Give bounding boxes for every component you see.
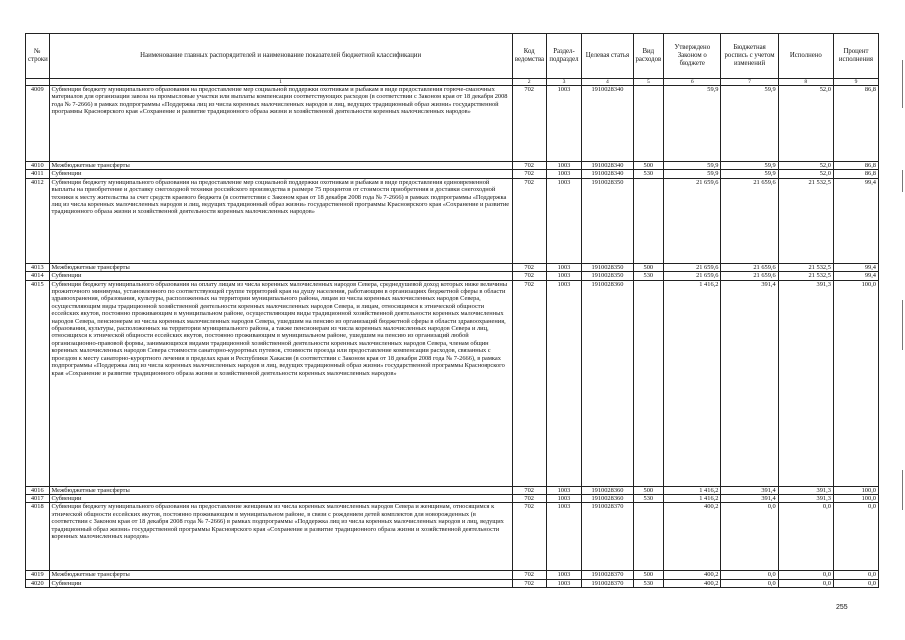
row-target: 1910028370 — [582, 503, 633, 571]
row-target: 1910028350 — [582, 178, 633, 263]
row-approved: 400,2 — [664, 579, 721, 587]
row-exp-type: 500 — [633, 263, 664, 271]
row-section: 1003 — [546, 280, 582, 486]
row-name: Субвенция бюджету муниципального образования на предоставление женщинам из числа коренных малочисленных народов Севера и женщинам, относящимся к этнической общности ессейских якутов, постоянно проживающим в муниципальном районе, в связи с рождением детей комплектов для новорожденных (в соответствии с Законом края от 18 декабря 2008 года № 7-2666) в рамках подпрограммы «Поддержка лиц из числа коренных малочисленных народов и лиц, ведущих традиционный образ жизни» государственной программы Красноярского края «Сохранение и развитие традиционного образа жизни и хозяйственной деятельности коренных малочисленных народов» — [49, 503, 512, 571]
row-number: 4012 — [26, 178, 50, 263]
row-dept-code: 702 — [512, 503, 546, 571]
row-executed: 391,3 — [778, 495, 833, 503]
scan-margin-mark — [902, 60, 903, 108]
row-percent: 99,4 — [833, 272, 878, 280]
header-section: Раздел-подраздел — [546, 34, 582, 79]
table-row — [26, 162, 879, 170]
row-name: Субвенции — [49, 579, 512, 587]
row-number: 4010 — [26, 162, 50, 170]
row-executed: 391,3 — [778, 280, 833, 486]
row-exp-type: 530 — [633, 495, 664, 503]
row-exp-type: 500 — [633, 162, 664, 170]
row-dept-code: 702 — [512, 486, 546, 494]
row-number: 4013 — [26, 263, 50, 271]
row-exp-type — [633, 86, 664, 162]
row-dept-code: 702 — [512, 571, 546, 579]
row-approved: 59,9 — [664, 86, 721, 162]
header-exp-type: Вид расходов — [633, 34, 664, 79]
table-row — [26, 170, 879, 178]
row-budget: 0,0 — [721, 579, 778, 587]
row-name: Субвенции — [49, 495, 512, 503]
row-executed: 52,0 — [778, 170, 833, 178]
row-number: 4016 — [26, 486, 50, 494]
row-budget: 0,0 — [721, 571, 778, 579]
table-row — [26, 579, 879, 587]
row-target: 1910028360 — [582, 495, 633, 503]
row-name: Субвенция бюджету муниципального образования на оплату лицам из числа коренных малочисленных народов Севера, среднедушевой доход которых ниже величины прожиточного минимума, установленного по соответствующей группе территорий края на душу населения, работающим в организациях бюджетной сферы в области здравоохранения, образования, культуры, расположенных на территории муниципального района, лицам из числа коренных малочисленных народов Севера, осуществляющим виды традиционной хозяйственной деятельности коренных малочисленных народов Севера, и лицам, относящимся к этнической общности ессейских якутов, постоянно проживающим в муниципальном районе, осуществляющим виды традиционной хозяйственной деятельности коренных малочисленных народов Севера, пенсионерам из числа коренных малочисленных народов Севера, ушедшим на пенсию из организаций бюджетной сферы в области здравоохранения, образования, культуры, расположенных на территории муниципального района, а также пенсионерам из числа коренных малочисленных народов Севера и лиц, относящихся к этнической общности ессейских якутов, постоянно проживающим в муниципальном районе, ушедшим на пенсию из организаций любой организационно-правовой формы, занимающихся видами традиционной хозяйственной деятельности коренных малочисленных народов Севера, членам общин коренных малочисленных народов Севера стоимости санаторно-курортных путевок, стоимости проезда или предоставление компенсации расходов, связанных с проездом к месту санаторно-курортного лечения в пределах края и Республики Хакасия (в соответствии с Законом края от 18 декабря 2008 года № 7-2666), в рамках подпрограммы «Поддержка лиц из числа коренных малочисленных народов и лиц, ведущих традиционный образ жизни» государственной программы Красноярского края «Сохранение и развитие традиционного образа жизни и хозяйственной деятельности коренных малочисленных народов» — [49, 280, 512, 486]
row-percent: 0,0 — [833, 503, 878, 571]
table-row — [26, 486, 879, 494]
row-approved: 21 659,6 — [664, 263, 721, 271]
row-number: 4009 — [26, 86, 50, 162]
col-number: 7 — [721, 79, 778, 86]
row-section: 1003 — [546, 495, 582, 503]
row-section: 1003 — [546, 486, 582, 494]
row-name: Межбюджетные трансферты — [49, 571, 512, 579]
row-budget: 21 659,6 — [721, 272, 778, 280]
row-name: Межбюджетные трансферты — [49, 263, 512, 271]
row-number: 4017 — [26, 495, 50, 503]
header-approved: Утверждено Законом о бюджете — [664, 34, 721, 79]
header-target: Целевая статья — [582, 34, 633, 79]
table-row — [26, 272, 879, 280]
row-section: 1003 — [546, 162, 582, 170]
row-target: 1910028340 — [582, 162, 633, 170]
row-exp-type — [633, 178, 664, 263]
row-exp-type: 530 — [633, 272, 664, 280]
row-budget: 59,9 — [721, 86, 778, 162]
row-approved: 400,2 — [664, 571, 721, 579]
table-row — [26, 263, 879, 271]
row-section: 1003 — [546, 178, 582, 263]
scan-margin-mark — [902, 170, 903, 192]
table-row — [26, 503, 879, 571]
row-budget: 59,9 — [721, 170, 778, 178]
row-executed: 21 532,5 — [778, 263, 833, 271]
col-number: 5 — [633, 79, 664, 86]
budget-table — [25, 33, 879, 588]
table-row — [26, 280, 879, 486]
row-target: 1910028370 — [582, 571, 633, 579]
col-number — [26, 79, 50, 86]
row-executed: 21 532,5 — [778, 272, 833, 280]
header-name: Наименование главных распорядителей и наименование показателей бюджетной классификации — [49, 34, 512, 79]
row-executed: 0,0 — [778, 579, 833, 587]
row-exp-type: 530 — [633, 170, 664, 178]
row-dept-code: 702 — [512, 280, 546, 486]
row-section: 1003 — [546, 579, 582, 587]
row-dept-code: 702 — [512, 162, 546, 170]
row-percent: 99,4 — [833, 263, 878, 271]
row-budget: 21 659,6 — [721, 178, 778, 263]
table-header — [26, 34, 879, 79]
row-dept-code: 702 — [512, 170, 546, 178]
row-target: 1910028360 — [582, 486, 633, 494]
row-percent: 86,8 — [833, 86, 878, 162]
row-approved: 400,2 — [664, 503, 721, 571]
row-budget: 0,0 — [721, 503, 778, 571]
row-section: 1003 — [546, 86, 582, 162]
col-number: 2 — [512, 79, 546, 86]
row-approved: 21 659,6 — [664, 178, 721, 263]
row-percent: 0,0 — [833, 579, 878, 587]
row-approved: 1 416,2 — [664, 486, 721, 494]
table-row — [26, 178, 879, 263]
row-dept-code: 702 — [512, 272, 546, 280]
row-budget: 21 659,6 — [721, 263, 778, 271]
row-dept-code: 702 — [512, 263, 546, 271]
row-exp-type: 500 — [633, 486, 664, 494]
row-number: 4015 — [26, 280, 50, 486]
column-number-row — [26, 79, 879, 86]
row-dept-code: 702 — [512, 495, 546, 503]
scan-margin-mark — [902, 470, 903, 510]
row-name: Межбюджетные трансферты — [49, 486, 512, 494]
row-section: 1003 — [546, 170, 582, 178]
scan-margin-mark — [902, 300, 903, 350]
row-target: 1910028350 — [582, 272, 633, 280]
row-section: 1003 — [546, 272, 582, 280]
row-exp-type — [633, 280, 664, 486]
row-percent: 100,0 — [833, 495, 878, 503]
row-percent: 0,0 — [833, 571, 878, 579]
row-exp-type — [633, 503, 664, 571]
table-body — [26, 79, 879, 588]
row-approved: 59,9 — [664, 162, 721, 170]
table-row — [26, 571, 879, 579]
row-target: 1910028360 — [582, 280, 633, 486]
row-number: 4011 — [26, 170, 50, 178]
row-name: Субвенции — [49, 170, 512, 178]
row-number: 4020 — [26, 579, 50, 587]
col-number: 6 — [664, 79, 721, 86]
row-approved: 1 416,2 — [664, 495, 721, 503]
col-number: 1 — [49, 79, 512, 86]
row-approved: 1 416,2 — [664, 280, 721, 486]
row-exp-type: 530 — [633, 579, 664, 587]
row-name: Межбюджетные трансферты — [49, 162, 512, 170]
row-exp-type: 500 — [633, 571, 664, 579]
header-dept-code: Код ведомства — [512, 34, 546, 79]
row-executed: 21 532,5 — [778, 178, 833, 263]
row-executed: 52,0 — [778, 86, 833, 162]
row-budget: 391,4 — [721, 280, 778, 486]
row-dept-code: 702 — [512, 86, 546, 162]
row-name: Субвенции — [49, 272, 512, 280]
row-target: 1910028340 — [582, 86, 633, 162]
row-percent: 86,8 — [833, 170, 878, 178]
row-executed: 391,3 — [778, 486, 833, 494]
row-name: Субвенция бюджету муниципального образования на предоставление мер социальной поддержки охотникам и рыбакам в виде предоставления единовременной выплаты на приобретение и доставку снегоходной техники российского производства в размере 75 процентов от стоимости приобретения и доставки снегоходной техники к месту жительства за счет средств краевого бюджета (в соответствии с Законом края от 18 декабря 2008 года № 7-2666) в рамках подпрограммы «Поддержка лиц из числа коренных малочисленных народов и лиц, ведущих традиционный образ жизни» государственной программы Красноярского края «Сохранение и развитие традиционного образа жизни и хозяйственной деятельности коренных малочисленных народов» — [49, 178, 512, 263]
row-dept-code: 702 — [512, 178, 546, 263]
row-executed: 0,0 — [778, 571, 833, 579]
row-number: 4019 — [26, 571, 50, 579]
row-number: 4014 — [26, 272, 50, 280]
row-budget: 391,4 — [721, 495, 778, 503]
header-executed: Исполнено — [778, 34, 833, 79]
row-number: 4018 — [26, 503, 50, 571]
row-target: 1910028350 — [582, 263, 633, 271]
table-row — [26, 86, 879, 162]
row-executed: 0,0 — [778, 503, 833, 571]
row-target: 1910028340 — [582, 170, 633, 178]
row-budget: 59,9 — [721, 162, 778, 170]
row-approved: 59,9 — [664, 170, 721, 178]
header-row-no: № строки — [26, 34, 50, 79]
col-number: 8 — [778, 79, 833, 86]
row-target: 1910028370 — [582, 579, 633, 587]
row-percent: 99,4 — [833, 178, 878, 263]
row-dept-code: 702 — [512, 579, 546, 587]
row-budget: 391,4 — [721, 486, 778, 494]
header-budget-list: Бюджетная роспись с учетом изменений — [721, 34, 778, 79]
col-number: 9 — [833, 79, 878, 86]
table-row — [26, 495, 879, 503]
row-executed: 52,0 — [778, 162, 833, 170]
row-section: 1003 — [546, 503, 582, 571]
row-section: 1003 — [546, 571, 582, 579]
row-approved: 21 659,6 — [664, 272, 721, 280]
page-number: 255 — [836, 604, 848, 611]
row-percent: 86,8 — [833, 162, 878, 170]
row-percent: 100,0 — [833, 486, 878, 494]
row-percent: 100,0 — [833, 280, 878, 486]
col-number: 3 — [546, 79, 582, 86]
header-percent: Процент исполнения — [833, 34, 878, 79]
col-number: 4 — [582, 79, 633, 86]
row-name: Субвенция бюджету муниципального образования на предоставление мер социальной поддержки охотникам и рыбакам в виде предоставления горюче-смазочных материалов для организации завоза на промысловые участки или выплаты компенсации соответствующих расходов (в соответствии с Законом края от 18 декабря 2008 года № 7-2666) в рамках подпрограммы «Поддержка лиц из числа коренных малочисленных народов и лиц, ведущих традиционный образ жизни» государственной программы Красноярского края «Сохранение и развитие традиционного образа жизни и хозяйственной деятельности коренных малочисленных народов» — [49, 86, 512, 162]
row-section: 1003 — [546, 263, 582, 271]
